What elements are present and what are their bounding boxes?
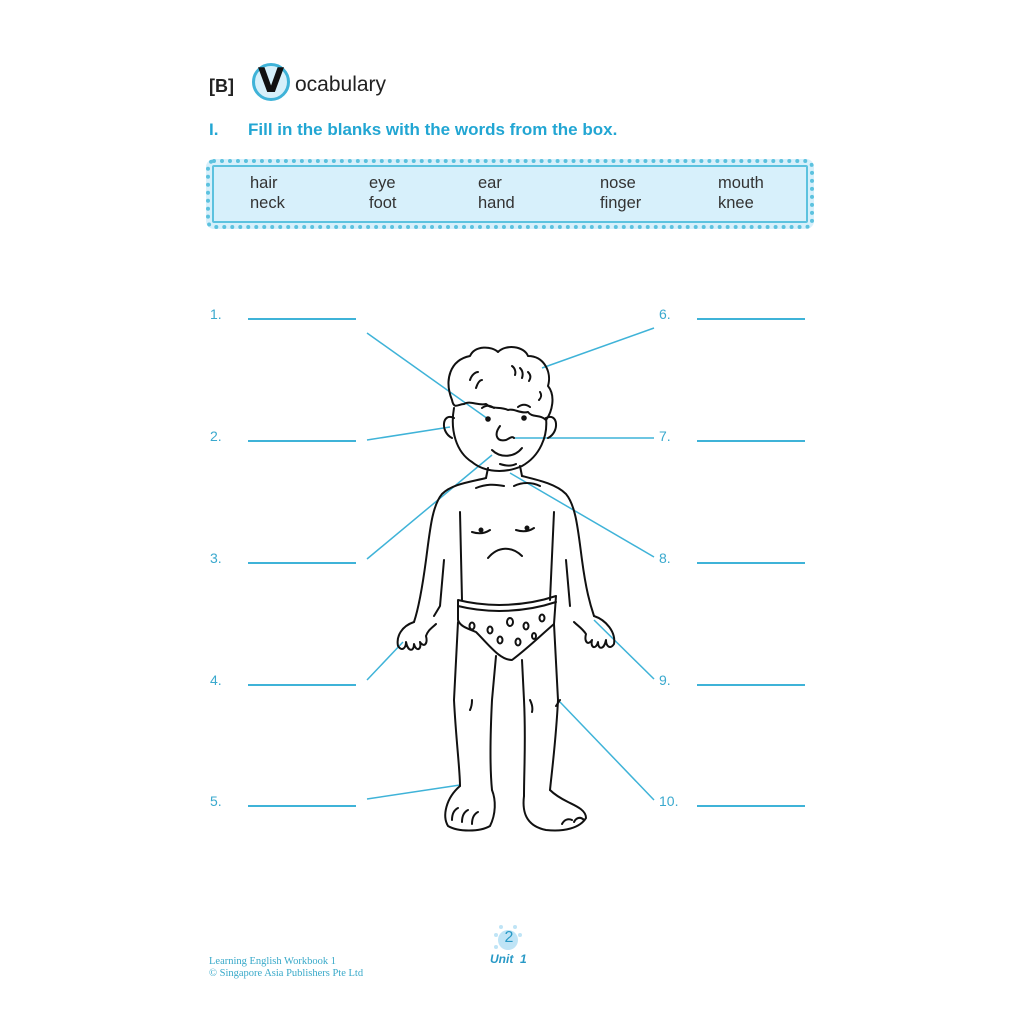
- word: foot: [369, 194, 397, 212]
- word: nose: [600, 174, 636, 192]
- word: knee: [718, 194, 754, 212]
- blank-number: 2.: [210, 428, 222, 444]
- word: mouth: [718, 174, 764, 192]
- pointer-line-5: [367, 785, 460, 799]
- mouth: [492, 448, 522, 456]
- torso: [414, 478, 486, 622]
- left-hand: [398, 622, 436, 650]
- word: neck: [250, 194, 285, 212]
- blank-number: 9.: [659, 672, 671, 688]
- pointer-line-1: [367, 333, 488, 419]
- nose: [497, 426, 514, 440]
- pointer-line-3: [367, 455, 492, 559]
- blank-number: 6.: [659, 306, 671, 322]
- hair: [449, 347, 553, 420]
- pointer-line-6: [542, 328, 654, 368]
- pointer-line-10: [560, 702, 654, 800]
- word: ear: [478, 174, 502, 192]
- footer-credits: [209, 956, 363, 980]
- instruction-number: I.: [209, 120, 219, 139]
- page-number: 2: [504, 929, 514, 946]
- blank-number: 7.: [659, 428, 671, 444]
- unit-label: Unit 1: [490, 952, 527, 966]
- word: eye: [369, 174, 396, 192]
- book-title: Learning English Workbook 1: [209, 956, 336, 967]
- left-foot: [445, 786, 494, 831]
- boy-drawing: [398, 347, 615, 830]
- blank-number: 10.: [659, 793, 679, 809]
- pointer-line-2: [367, 427, 450, 440]
- right-ear: [546, 417, 556, 438]
- section-title: ocabulary: [295, 73, 387, 96]
- pointer-line-9: [594, 620, 654, 679]
- blank-number: 5.: [210, 793, 222, 809]
- copyright: © Singapore Asia Publishers Pte Ltd: [209, 968, 364, 979]
- pointer-line-4: [367, 642, 403, 680]
- left-eye: [486, 417, 490, 421]
- right-eye: [522, 416, 526, 420]
- blank-number: 8.: [659, 550, 671, 566]
- belly: [488, 549, 522, 558]
- blank-number: 1.: [210, 306, 222, 322]
- pointer-line-8: [510, 473, 654, 557]
- section-label: [B]: [209, 76, 234, 96]
- word: hair: [250, 174, 278, 192]
- right-leg: [522, 624, 558, 796]
- instruction-text: Fill in the blanks with the words from the box.: [248, 120, 618, 139]
- word: hand: [478, 194, 515, 212]
- blank-number: 4.: [210, 672, 222, 688]
- right-foot: [524, 790, 586, 831]
- pointer-lines: [367, 328, 654, 800]
- word: finger: [600, 194, 642, 212]
- blank-number: 3.: [210, 550, 222, 566]
- badge-letter: V: [257, 61, 285, 101]
